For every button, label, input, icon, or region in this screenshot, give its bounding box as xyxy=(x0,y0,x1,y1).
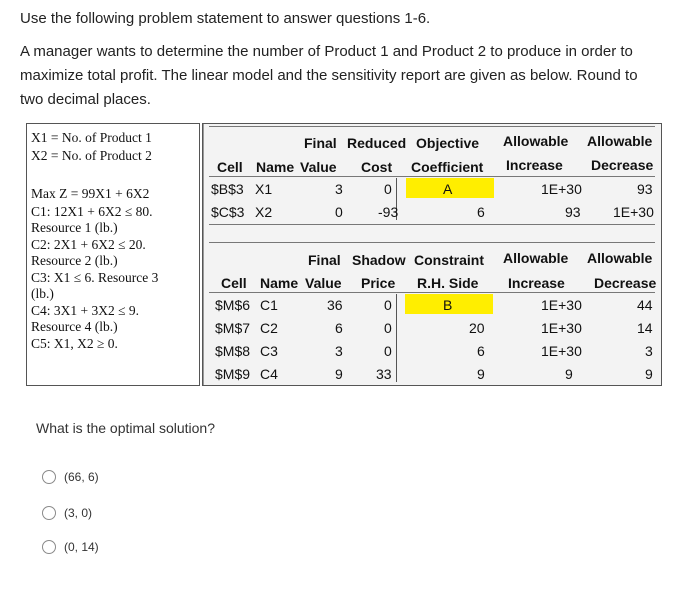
objective-function: Max Z = 99X1 + 6X2 xyxy=(31,186,150,201)
hdr2-allow-inc-top: Allowable xyxy=(503,250,569,266)
var-row2-cost: -93 xyxy=(378,204,399,220)
hdr-name: Name xyxy=(256,159,295,175)
hdr2-cell: Cell xyxy=(221,275,247,291)
con-row2-dec: 14 xyxy=(637,320,653,336)
var-row1-inc: 1E+30 xyxy=(541,181,582,197)
con-row2-name: C2 xyxy=(260,320,278,336)
hdr2-allow-dec-top: Allowable xyxy=(587,250,653,266)
con-row3-rhs: 6 xyxy=(477,343,485,359)
hdr2-increase: Increase xyxy=(508,275,565,291)
con-row3-cell: $M$8 xyxy=(215,343,251,359)
constraint-c2: C2: 2X1 + 6X2 ≤ 20. xyxy=(31,237,146,252)
hdr2-value: Value xyxy=(305,275,342,291)
var-row2-coef: 6 xyxy=(477,204,485,220)
constraint-c4: C4: 3X1 + 3X2 ≤ 9. xyxy=(31,303,140,318)
hdr-reduced: Reduced xyxy=(347,135,407,151)
con-row1-value: 36 xyxy=(327,297,343,313)
con-row4-price: 33 xyxy=(376,366,392,382)
hdr2-decrease: Decrease xyxy=(594,275,657,291)
var-row2-inc: 93 xyxy=(565,204,581,220)
con-row2-rhs: 20 xyxy=(469,320,485,336)
option-2[interactable] xyxy=(42,506,92,520)
constraint-c3: C3: X1 ≤ 6. Resource 3 xyxy=(31,270,159,285)
hdr-cost: Cost xyxy=(361,159,393,175)
con-row1-cell: $M$6 xyxy=(215,297,251,313)
radio-icon[interactable] xyxy=(42,470,56,484)
def-x2: X2 = No. of Product 2 xyxy=(31,148,152,163)
problem-statement: A manager wants to determine the number of Product 1 and Product 2 to produce in order to maximize total profit. The linear model and the sensitivity report are given as below. Round to two decimal places. xyxy=(20,43,638,108)
con-row3-inc: 1E+30 xyxy=(541,343,582,359)
con-row1-rhs: B xyxy=(443,297,453,313)
intro-text: Use the following problem statement to answer questions 1-6. xyxy=(20,10,431,27)
hdr-increase: Increase xyxy=(506,157,563,173)
con-row3-price: 0 xyxy=(384,343,392,359)
con-row2-inc: 1E+30 xyxy=(541,320,582,336)
con-row1-name: C1 xyxy=(260,297,278,313)
hdr-allow-dec-top: Allowable xyxy=(587,133,653,149)
con-row2-price: 0 xyxy=(384,320,392,336)
radio-icon[interactable] xyxy=(42,506,56,520)
hdr2-rhs: R.H. Side xyxy=(417,275,479,291)
hdr-final: Final xyxy=(304,135,337,151)
hdr-allow-inc-top: Allowable xyxy=(503,133,569,149)
option-1-label: (66, 6) xyxy=(64,470,99,484)
option-3[interactable] xyxy=(42,540,99,554)
var-row2-name: X2 xyxy=(255,204,273,220)
hdr-cell: Cell xyxy=(217,159,243,175)
con-row4-value: 9 xyxy=(335,366,343,382)
var-row2-cell: $C$3 xyxy=(211,204,245,220)
con-row3-name: C3 xyxy=(260,343,278,359)
var-row1-coef: A xyxy=(443,181,453,197)
con-row4-dec: 9 xyxy=(645,366,653,382)
option-1[interactable] xyxy=(42,470,99,484)
question-text: What is the optimal solution? xyxy=(36,420,215,436)
lp-model-box xyxy=(26,123,200,386)
con-row4-name: C4 xyxy=(260,366,278,382)
con-row1-price: 0 xyxy=(384,297,392,313)
radio-icon[interactable] xyxy=(42,540,56,554)
hdr2-constraint: Constraint xyxy=(414,252,484,268)
constraint-c4-label: Resource 4 (lb.) xyxy=(31,319,118,334)
hdr2-final: Final xyxy=(308,252,341,268)
sensitivity-report xyxy=(202,123,662,386)
var-row2-dec: 1E+30 xyxy=(613,204,654,220)
constraint-c1-label: Resource 1 (lb.) xyxy=(31,220,118,235)
hdr2-price: Price xyxy=(361,275,396,291)
constraint-c5: C5: X1, X2 ≥ 0. xyxy=(31,336,118,351)
constraint-c3-label: (lb.) xyxy=(31,286,54,301)
var-row1-cost: 0 xyxy=(384,181,392,197)
hdr-objective: Objective xyxy=(416,135,480,151)
con-row1-inc: 1E+30 xyxy=(541,297,582,313)
hdr-value: Value xyxy=(300,159,337,175)
constraint-c1: C1: 12X1 + 6X2 ≤ 80. xyxy=(31,204,153,219)
con-row4-cell: $M$9 xyxy=(215,366,251,382)
con-row2-cell: $M$7 xyxy=(215,320,251,336)
var-row1-name: X1 xyxy=(255,181,273,197)
con-row2-value: 6 xyxy=(335,320,343,336)
var-row1-dec: 93 xyxy=(637,181,653,197)
hdr-decrease: Decrease xyxy=(591,157,654,173)
constraint-c2-label: Resource 2 (lb.) xyxy=(31,253,118,268)
option-3-label: (0, 14) xyxy=(64,540,99,554)
hdr-coefficient: Coefficient xyxy=(411,159,484,175)
option-2-label: (3, 0) xyxy=(64,506,93,520)
var-row1-value: 3 xyxy=(335,181,343,197)
con-row3-value: 3 xyxy=(335,343,343,359)
var-row1-cell: $B$3 xyxy=(211,181,244,197)
var-row2-value: 0 xyxy=(335,204,343,220)
con-row3-dec: 3 xyxy=(645,343,653,359)
hdr2-shadow: Shadow xyxy=(352,252,406,268)
con-row1-dec: 44 xyxy=(637,297,653,313)
con-row4-inc: 9 xyxy=(565,366,573,382)
con-row4-rhs: 9 xyxy=(477,366,485,382)
def-x1: X1 = No. of Product 1 xyxy=(31,130,152,145)
hdr2-name: Name xyxy=(260,275,299,291)
